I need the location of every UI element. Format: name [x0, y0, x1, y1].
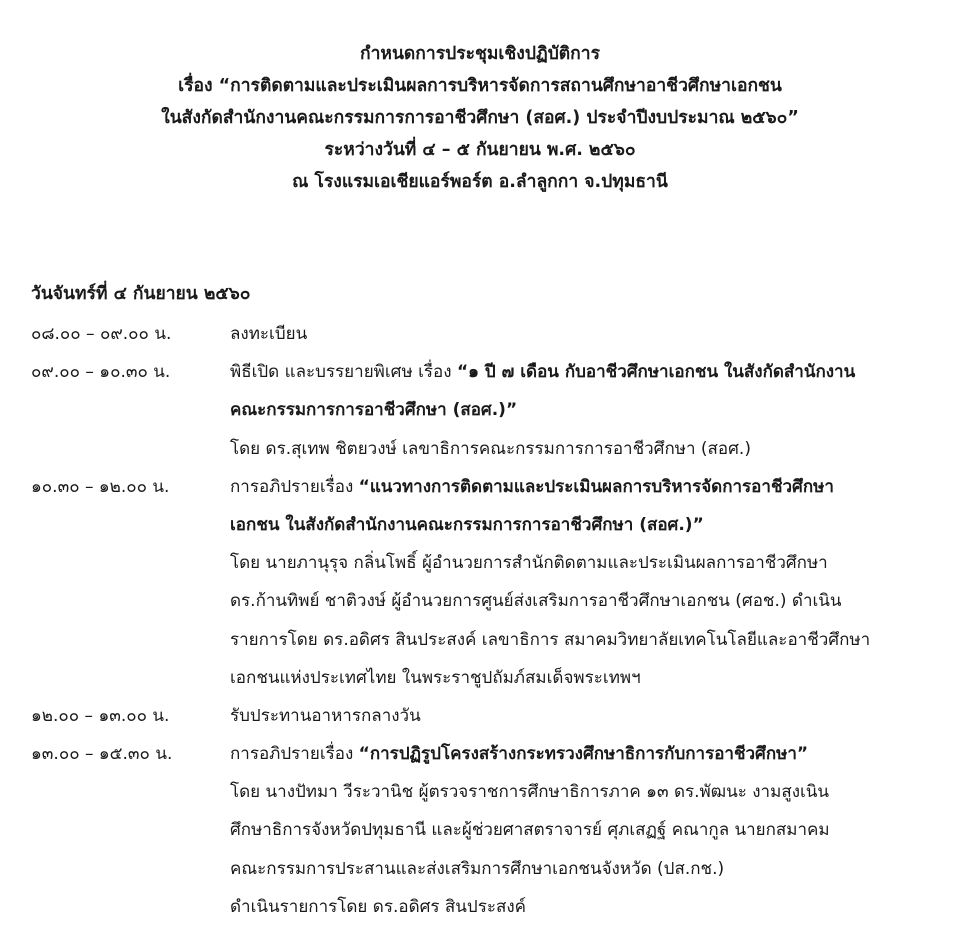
- speaker-text: คณะกรรมการประสานและส่งเสริมการศึกษาเอกชนจังหวัด (ปส.กช.): [230, 858, 725, 879]
- topic-title: “๑ ปี ๗ เดือน กับอาชีวศึกษาเอกชน ในสังกัดสำนักงาน: [456, 362, 856, 383]
- session-time: ๐๘.๐๐ – ๐๙.๐๐ น.: [31, 324, 172, 344]
- speaker-text: ดร.ก้านทิพย์ ชาติวงษ์ ผู้อำนวยการศูนย์ส่งเสริมการอาชีวศึกษาเอกชน (ศอช.) ดำเนิน: [230, 591, 842, 612]
- header-subject-line-2: ในสังกัดสำนักงานคณะกรรมการการอาชีวศึกษา (สอศ.) ประจำปีงบประมาณ ๒๕๖๐”: [161, 108, 799, 128]
- header-dates: ระหว่างวันที่ ๔ – ๕ กันยายน พ.ศ. ๒๕๖๐: [324, 140, 636, 160]
- topic-prefix: การอภิปรายเรื่อง: [230, 744, 359, 765]
- session-registration: [31, 315, 951, 353]
- header-venue: ณ โรงแรมเอเชียแอร์พอร์ต อ.ลำลูกกา จ.ปทุมธานี: [292, 172, 668, 192]
- document-header: [0, 38, 960, 198]
- session-topic-line: [230, 735, 951, 773]
- speaker-text: ดำเนินรายการโดย ดร.อดิศร สินประสงค์: [230, 896, 527, 917]
- topic-prefix: พิธีเปิด และบรรยายพิเศษ เรื่อง: [230, 362, 457, 383]
- speaker-text: โดย นายภานุรุจ กลิ่นโพธิ์ ผู้อำนวยการสำนักติดตามและประเมินผลการอาชีวศึกษา: [230, 553, 828, 574]
- session-panel-1: [31, 468, 951, 697]
- session-content: [230, 735, 951, 926]
- header-title: กำหนดการประชุมเชิงปฏิบัติการ: [360, 44, 600, 64]
- session-time: ๑๓.๐๐ – ๑๕.๓๐ น.: [31, 744, 173, 765]
- speaker-text: โดย นางปัทมา วีระวานิช ผู้ตรวจราชการศึกษาธิการภาค ๑๓ ดร.พัฒนะ งามสูงเนิน: [230, 782, 830, 803]
- session-text: ลงทะเบียน: [230, 324, 308, 344]
- session-panel-2: [31, 735, 951, 926]
- speaker-text: ศึกษาธิการจังหวัดปทุมธานี และผู้ช่วยศาสตราจารย์ ศุภเสฏฐ์ คณากูล นายกสมาคม: [230, 820, 830, 841]
- topic-title-cont: คณะกรรมการการอาชีวศึกษา (สอศ.)”: [230, 400, 518, 421]
- topic-title-cont: เอกชน ในสังกัดสำนักงานคณะกรรมการการอาชีวศึกษา (สอศ.)”: [230, 514, 704, 535]
- schedule: [31, 315, 951, 926]
- topic-title: “การปฏิรูปโครงสร้างกระทรวงศึกษาธิการกับการอาชีวศึกษา”: [358, 744, 809, 765]
- session-topic-line: [230, 468, 951, 506]
- topic-prefix: การอภิปรายเรื่อง: [230, 476, 359, 497]
- session-content: [230, 315, 951, 353]
- topic-title: “แนวทางการติดตามและประเมินผลการบริหารจัดการอาชีวศึกษา: [358, 476, 834, 497]
- session-content: [230, 697, 951, 735]
- session-content: [230, 468, 951, 697]
- session-opening: [31, 353, 951, 468]
- day-title: วันจันทร์ที่ ๔ กันยายน ๒๕๖๐: [31, 284, 251, 304]
- speaker-text: เอกชนแห่งประเทศไทย ในพระราชูปถัมภ์สมเด็จพระเทพฯ: [230, 667, 641, 688]
- session-topic-line: [230, 353, 951, 391]
- session-text: รับประทานอาหารกลางวัน: [230, 705, 421, 726]
- speaker-text: รายการโดย ดร.อดิศร สินประสงค์ เลขาธิการ สมาคมวิทยาลัยเทคโนโลยีและอาชีวศึกษา: [230, 629, 871, 650]
- session-time: ๑๐.๓๐ – ๑๒.๐๐ น.: [31, 476, 170, 497]
- session-time: ๐๙.๐๐ – ๑๐.๓๐ น.: [31, 362, 171, 383]
- session-content: [230, 353, 951, 468]
- header-subject-line-1: เรื่อง “การติดตามและประเมินผลการบริหารจัดการสถานศึกษาอาชีวศึกษาเอกชน: [178, 76, 782, 96]
- session-time: ๑๒.๐๐ – ๑๓.๐๐ น.: [31, 705, 170, 726]
- speaker-text: โดย ดร.สุเทพ ชิตยวงษ์ เลขาธิการคณะกรรมการการอาชีวศึกษา (สอศ.): [230, 438, 751, 459]
- session-lunch: [31, 697, 951, 735]
